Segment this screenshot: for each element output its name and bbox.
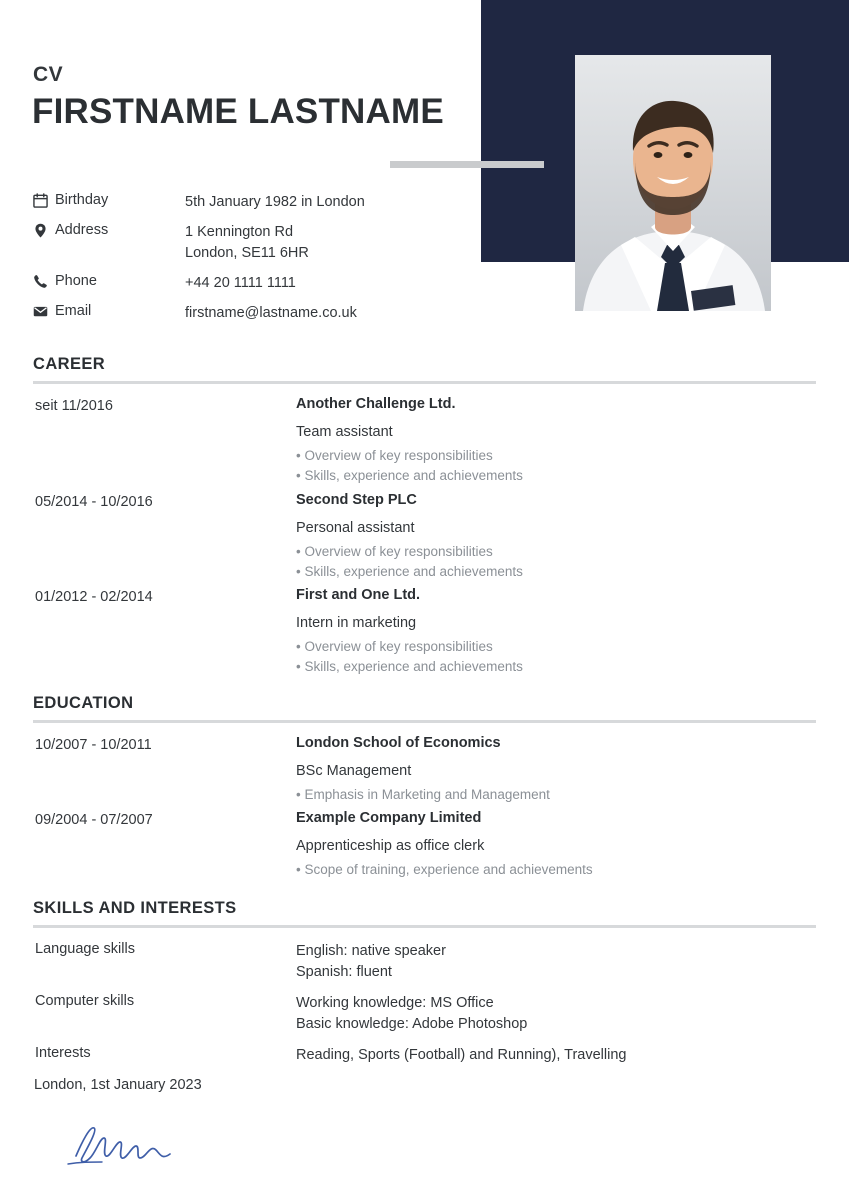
entry-bullet: • Scope of training, experience and achievements [296, 862, 593, 878]
section-title-career: CAREER [33, 355, 106, 373]
career-entry [33, 489, 816, 585]
entry-body [296, 587, 816, 678]
calendar-icon [33, 192, 55, 208]
entry-role: Team assistant [296, 424, 393, 440]
entry-body [296, 735, 816, 805]
skill-value [296, 1045, 626, 1066]
entry-role: Personal assistant [296, 519, 415, 536]
contact-value-email [185, 303, 357, 324]
career-entry [33, 584, 816, 680]
contact-row-address [33, 222, 463, 264]
contact-label-email: Email [55, 303, 92, 320]
section-divider-skills [33, 925, 816, 928]
education-entry [33, 807, 816, 882]
skill-value-line2: Basic knowledge: Adobe Photoshop [296, 1016, 528, 1033]
entry-role: Intern in marketing [296, 615, 417, 631]
contact-value-address [185, 222, 309, 264]
entry-body [296, 396, 816, 487]
entry-organization: London School of Economics [296, 735, 501, 751]
profile-photo-image [575, 55, 771, 311]
entry-body [296, 810, 816, 880]
skill-label: Interests [35, 1045, 91, 1062]
contact-row-birthday [33, 192, 463, 213]
entry-bullet: • Skills, experience and achievements [296, 659, 523, 675]
skill-value [296, 993, 527, 1035]
location-pin-icon [33, 222, 55, 238]
phone-icon [33, 273, 55, 289]
skill-row [33, 1041, 816, 1072]
entry-bullet: • Skills, experience and achievements [296, 468, 523, 484]
skill-value-line1: Reading, Sports (Football) and Running), Travelling [296, 1047, 627, 1064]
contact-row-phone [33, 273, 463, 294]
profile-photo [575, 55, 771, 311]
entry-date: seit 11/2016 [35, 398, 113, 414]
place-and-date: London, 1st January 2023 [34, 1077, 202, 1093]
section-divider-education [33, 720, 816, 723]
entry-date: 09/2004 - 07/2007 [35, 812, 153, 829]
skill-label: Computer skills [35, 993, 135, 1010]
section-skills [33, 899, 816, 1072]
contact-row-email [33, 303, 463, 324]
skill-value-line2: Spanish: fluent [296, 964, 392, 981]
entry-body [296, 492, 816, 583]
contact-value-address-line1: 1 Kennington Rd [185, 224, 294, 241]
skill-value-line1: English: native speaker [296, 943, 446, 959]
skill-label: Language skills [35, 941, 135, 957]
entry-bullet: • Emphasis in Marketing and Management [296, 787, 550, 802]
contact-value-phone [185, 273, 296, 294]
section-divider-career [33, 381, 816, 384]
entry-organization: Second Step PLC [296, 491, 417, 508]
contact-label-phone: Phone [55, 273, 97, 290]
header-divider-bar [390, 161, 544, 168]
contact-value-birthday-line1: 5th January 1982 in London [185, 194, 365, 210]
entry-bullet: • Overview of key responsibilities [296, 639, 493, 654]
entry-date: 01/2012 - 02/2014 [35, 589, 153, 605]
section-title-skills: SKILLS AND INTERESTS [33, 899, 237, 917]
entry-role: Apprenticeship as office clerk [296, 838, 485, 855]
contact-value-email-line1: firstname@lastname.co.uk [185, 305, 357, 322]
contact-value-phone-line1: +44 20 1111 1111 [185, 275, 296, 292]
cv-label: CV [33, 63, 64, 86]
page-title: FIRSTNAME LASTNAME [32, 92, 444, 131]
education-entry [33, 732, 816, 807]
section-title-education: EDUCATION [33, 694, 134, 712]
entry-bullet: • Skills, experience and achievements [296, 563, 523, 579]
contact-value-birthday [185, 192, 365, 213]
skill-row [33, 989, 816, 1041]
section-career [33, 355, 816, 680]
contact-block [33, 192, 463, 333]
entry-organization: First and One Ltd. [296, 587, 421, 603]
skill-value [296, 941, 446, 983]
entry-organization: Example Company Limited [296, 810, 482, 827]
entry-bullet: • Overview of key responsibilities [296, 543, 493, 559]
contact-label-address: Address [55, 222, 109, 239]
entry-date: 10/2007 - 10/2011 [35, 737, 152, 753]
entry-date: 05/2014 - 10/2016 [35, 493, 153, 510]
skill-row [33, 937, 816, 989]
contact-label-birthday: Birthday [55, 192, 109, 208]
skill-value-line1: Working knowledge: MS Office [296, 995, 494, 1012]
entry-role: BSc Management [296, 763, 412, 779]
career-entry [33, 393, 816, 489]
section-education [33, 694, 816, 883]
entry-organization: Another Challenge Ltd. [296, 396, 456, 412]
envelope-icon [33, 303, 55, 319]
handwritten-signature-icon [60, 1112, 200, 1182]
contact-value-address-line2: London, SE11 6HR [185, 245, 309, 262]
entry-bullet: • Overview of key responsibilities [296, 448, 493, 463]
